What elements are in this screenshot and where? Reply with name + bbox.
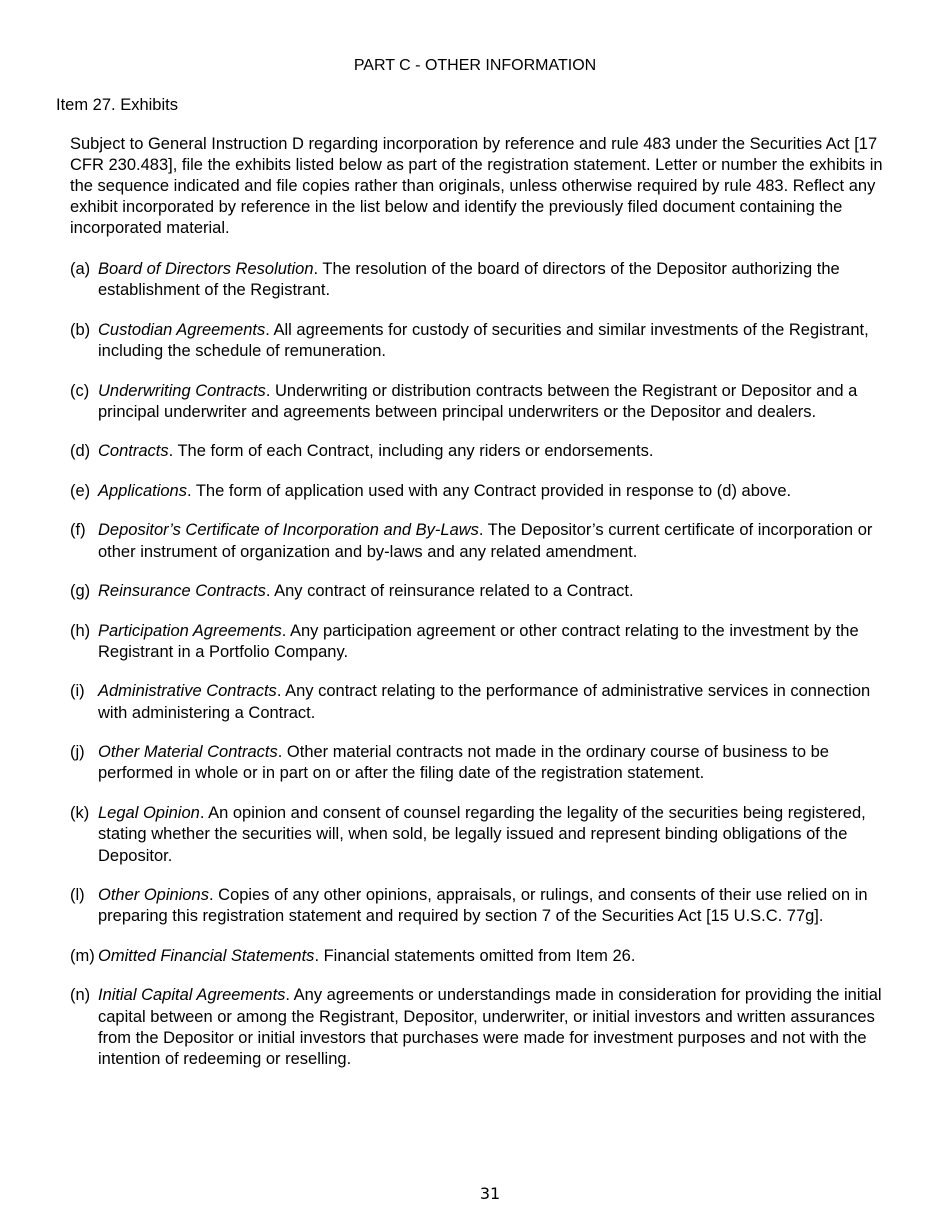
exhibit-description (98, 946, 896, 967)
exhibit-text: . The form of application used with any Contract provided in response to (d) above. (186, 481, 792, 500)
exhibit-name: Initial Capital Agreements (98, 986, 286, 1005)
exhibit-text: . The Depositor’s current certificate of incorporation or other instrument of organization and by-laws and any related amendment. (98, 521, 873, 561)
exhibit-text: . The resolution of the board of directors of the Depositor authorizing the establishment of the Registrant. (98, 260, 840, 300)
exhibit-description (98, 621, 896, 664)
exhibit-letter: (d) (70, 442, 91, 461)
exhibit-letter: (j) (70, 743, 85, 762)
exhibit-description (98, 742, 896, 785)
exhibit-item-l (70, 885, 896, 928)
exhibit-name: Legal Opinion (98, 803, 200, 822)
exhibit-description (98, 320, 896, 363)
exhibit-item-d (70, 441, 896, 462)
exhibit-letter: (l) (70, 886, 85, 904)
exhibit-description (98, 259, 896, 302)
exhibit-description (98, 681, 896, 724)
exhibit-name: Applications (98, 481, 187, 500)
exhibit-item-b (70, 320, 896, 363)
exhibit-text: . Any participation agreement or other contract relating to the investment by the Registrant in a Portfolio Company. (98, 621, 859, 661)
exhibit-letter: (c) (70, 381, 90, 400)
exhibit-letter: (i) (70, 682, 85, 701)
exhibit-item-j (70, 742, 896, 785)
exhibit-text: . Other material contracts not made in the ordinary course of business to be performed in whole or in part on or after the filing date of the registration statement. (98, 743, 829, 783)
exhibit-item-a (70, 259, 896, 302)
section-heading: Item 27. Exhibits (56, 96, 178, 114)
exhibit-text: . Financial statements omitted from Item 26. (314, 946, 636, 965)
exhibit-item-n (70, 985, 896, 1070)
exhibit-name: Omitted Financial Statements (98, 946, 315, 965)
exhibit-item-e (70, 481, 896, 502)
exhibit-text: . Underwriting or distribution contracts between the Registrant or Depositor and a principal underwriter and agreements between principal underwriters or the Depositor and dealers. (98, 381, 858, 421)
exhibit-item-k (70, 803, 896, 867)
exhibit-letter: (h) (70, 621, 91, 640)
exhibit-name: Depositor’s Certificate of Incorporation and By-Laws (98, 521, 479, 540)
exhibit-description (98, 885, 896, 928)
page-title: PART C - OTHER INFORMATION (353, 57, 597, 74)
exhibit-letter: (n) (70, 986, 91, 1005)
exhibit-item-i (70, 681, 896, 724)
exhibit-text: . Copies of any other opinions, appraisals, or rulings, and consents of their use relied on in preparing this registration statement and required by section 7 of the Securities Act [15 U.S.C. 77g]. (98, 886, 868, 926)
exhibit-description (98, 441, 896, 462)
exhibit-letter: (g) (70, 582, 91, 601)
exhibit-item-m (70, 946, 896, 967)
exhibit-letter: (f) (70, 521, 86, 540)
exhibit-description (98, 581, 896, 602)
exhibit-text: . Any contract of reinsurance related to a Contract. (265, 582, 634, 601)
page-number: 31 (479, 1184, 501, 1203)
exhibit-list (70, 259, 896, 1089)
exhibit-name: Contracts (98, 442, 169, 461)
exhibit-name: Reinsurance Contracts (98, 582, 266, 601)
exhibit-letter: (a) (70, 260, 91, 278)
exhibit-name: Underwriting Contracts (98, 381, 266, 400)
exhibit-letter: (k) (70, 803, 90, 822)
exhibit-text: . Any contract relating to the performance of administrative services in connection with administering a Contract. (98, 682, 871, 722)
exhibit-item-g (70, 581, 896, 602)
exhibit-item-h (70, 621, 896, 664)
exhibit-letter: (e) (70, 481, 91, 500)
exhibit-letter: (b) (70, 320, 91, 339)
intro-paragraph: Subject to General Instruction D regarding incorporation by reference and rule 483 under the Securities Act [17 CFR 230.483], file the exhibits listed below as part of the registration statement. Letter or number the exhibits in the sequence indicated and file copies rather than originals, unless otherwise required by rule 483. Reflect any exhibit incorporated by reference in the list below and identify the previously filed document containing the incorporated material. (70, 135, 883, 237)
exhibit-description (98, 803, 896, 867)
exhibit-text: . An opinion and consent of counsel regarding the legality of the securities being registered, stating whether the securities will, when sold, be legally issued and represent binding obligations of the Depositor. (98, 803, 866, 865)
exhibit-name: Other Material Contracts (98, 743, 278, 762)
exhibit-description (98, 381, 896, 424)
exhibit-name: Administrative Contracts (98, 682, 277, 701)
exhibit-item-f (70, 520, 896, 563)
exhibit-letter: (m) (70, 946, 95, 965)
exhibit-text: . Any agreements or understandings made in consideration for providing the initial capital between or among the Registrant, Depositor, underwriter, or initial investors and written assurances from the Depositor or initial investors that purchases were made for investment purposes and not with the intention of redeeming or reselling. (98, 986, 882, 1069)
exhibit-item-c (70, 381, 896, 424)
exhibit-name: Custodian Agreements (98, 320, 266, 339)
exhibit-name: Participation Agreements (98, 621, 282, 640)
exhibit-name: Other Opinions (98, 886, 209, 904)
exhibit-description (98, 985, 896, 1070)
exhibit-description (98, 520, 896, 563)
exhibit-text: . The form of each Contract, including any riders or endorsements. (168, 442, 654, 461)
exhibit-description (98, 481, 896, 502)
exhibit-text: . All agreements for custody of securities and similar investments of the Registrant, including the schedule of remuneration. (98, 320, 869, 361)
exhibit-name: Board of Directors Resolution (98, 260, 314, 278)
